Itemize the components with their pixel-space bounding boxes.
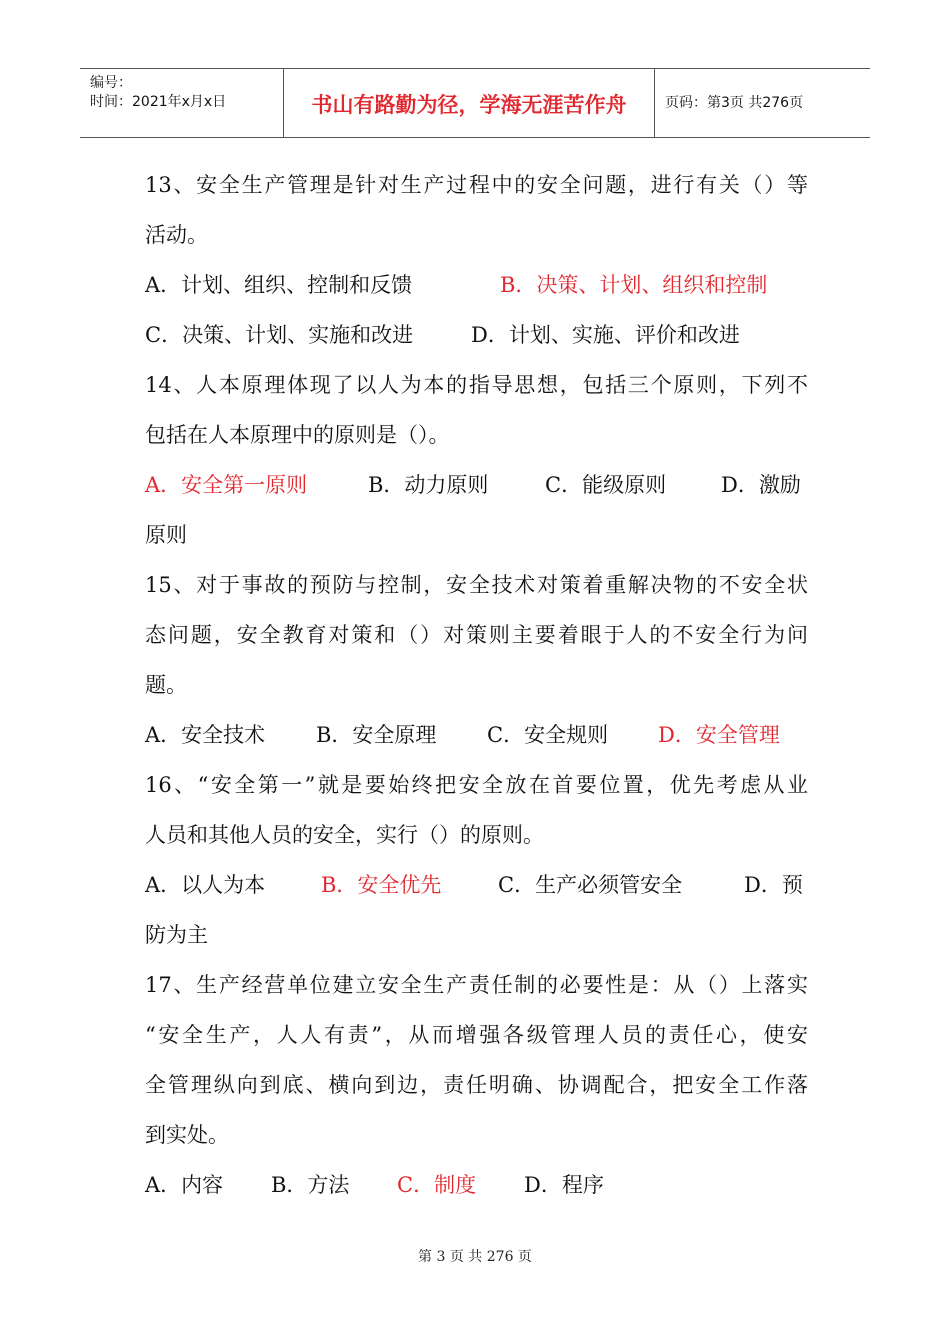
question-17-line-2: “安全生产，人人有责”，从而增强各级管理人员的责任心，使安 [145,1023,808,1047]
question-14-option-a-answer: A．安全第一原则 [145,473,308,497]
question-13-option-a: A．计划、组织、控制和反馈 [145,273,413,297]
question-17-line-1: 17、生产经营单位建立安全生产责任制的必要性是：从（）上落实 [145,973,808,997]
question-16-line-1: 16、“安全第一”就是要始终把安全放在首要位置，优先考虑从业 [145,773,808,797]
question-14-line-1: 14、人本原理体现了以人为本的指导思想，包括三个原则，下列不 [145,373,808,397]
question-14-line-2: 包括在人本原理中的原则是（）。 [145,423,450,447]
question-15-option-d-answer: D．安全管理 [658,723,780,747]
question-16-line-2: 人员和其他人员的安全，实行（）的原则。 [145,823,544,847]
question-15-option-c: C．安全规则 [487,723,609,747]
question-15-line-1: 15、对于事故的预防与控制，安全技术对策着重解决物的不安全状 [145,573,808,597]
time-label: 时间：2021年x月x日 [90,94,227,110]
question-13-line-1: 13、安全生产管理是针对生产过程中的安全问题，进行有关（）等 [145,173,808,197]
question-15-option-a: A．安全技术 [145,723,266,747]
question-16-option-c: C．生产必须管安全 [498,873,683,897]
header-left-cell [80,69,284,137]
question-15-line-2: 态问题，安全教育对策和（）对策则主要着眼于人的不安全行为问 [145,623,808,647]
question-15-line-3: 题。 [145,673,187,697]
question-17-option-b: B．方法 [271,1173,350,1197]
question-14-option-d: D．激励 [721,473,801,497]
question-16-option-b-answer: B．安全优先 [321,873,442,897]
question-16-options-row [145,860,808,910]
question-17-option-a: A．内容 [145,1173,224,1197]
question-14-option-b: B．动力原则 [368,473,489,497]
question-16-option-a: A．以人为本 [145,873,266,897]
code-label: 编号： [90,75,132,91]
question-list [145,160,808,1210]
question-16-option-d: D．预 [744,873,803,897]
question-13-option-c: C．决策、计划、实施和改进 [145,323,414,347]
question-15-options-row [145,710,808,760]
question-14-option-c: C．能级原则 [545,473,667,497]
question-16-option-d-wrap: 防为主 [145,923,208,947]
header-table [80,68,870,138]
question-13-option-d: D．计划、实施、评价和改进 [471,323,740,347]
question-14-options-row [145,460,808,510]
question-15-option-b: B．安全原理 [316,723,437,747]
page-info: 页码：第3页 共276页 [665,95,804,111]
question-17-line-4: 到实处。 [145,1123,229,1147]
question-14-option-d-wrap: 原则 [145,523,187,547]
question-17-option-c-answer: C．制度 [397,1173,477,1197]
question-17-options-row [145,1160,808,1210]
page-footer: 第 3 页 共 276 页 [418,1249,532,1265]
question-17-line-3: 全管理纵向到底、横向到边，责任明确、协调配合，把安全工作落 [145,1073,808,1097]
question-13-line-2: 活动。 [145,223,208,247]
motto: 书山有路勤为径，学海无涯苦作舟 [311,93,627,117]
question-13-option-b-answer: B．决策、计划、组织和控制 [500,273,768,297]
question-17-option-d: D．程序 [524,1173,604,1197]
question-13-options-row-1 [145,260,808,310]
header-middle-cell [284,69,655,137]
header-right-cell [655,69,870,137]
question-13-options-row-2 [145,310,808,360]
